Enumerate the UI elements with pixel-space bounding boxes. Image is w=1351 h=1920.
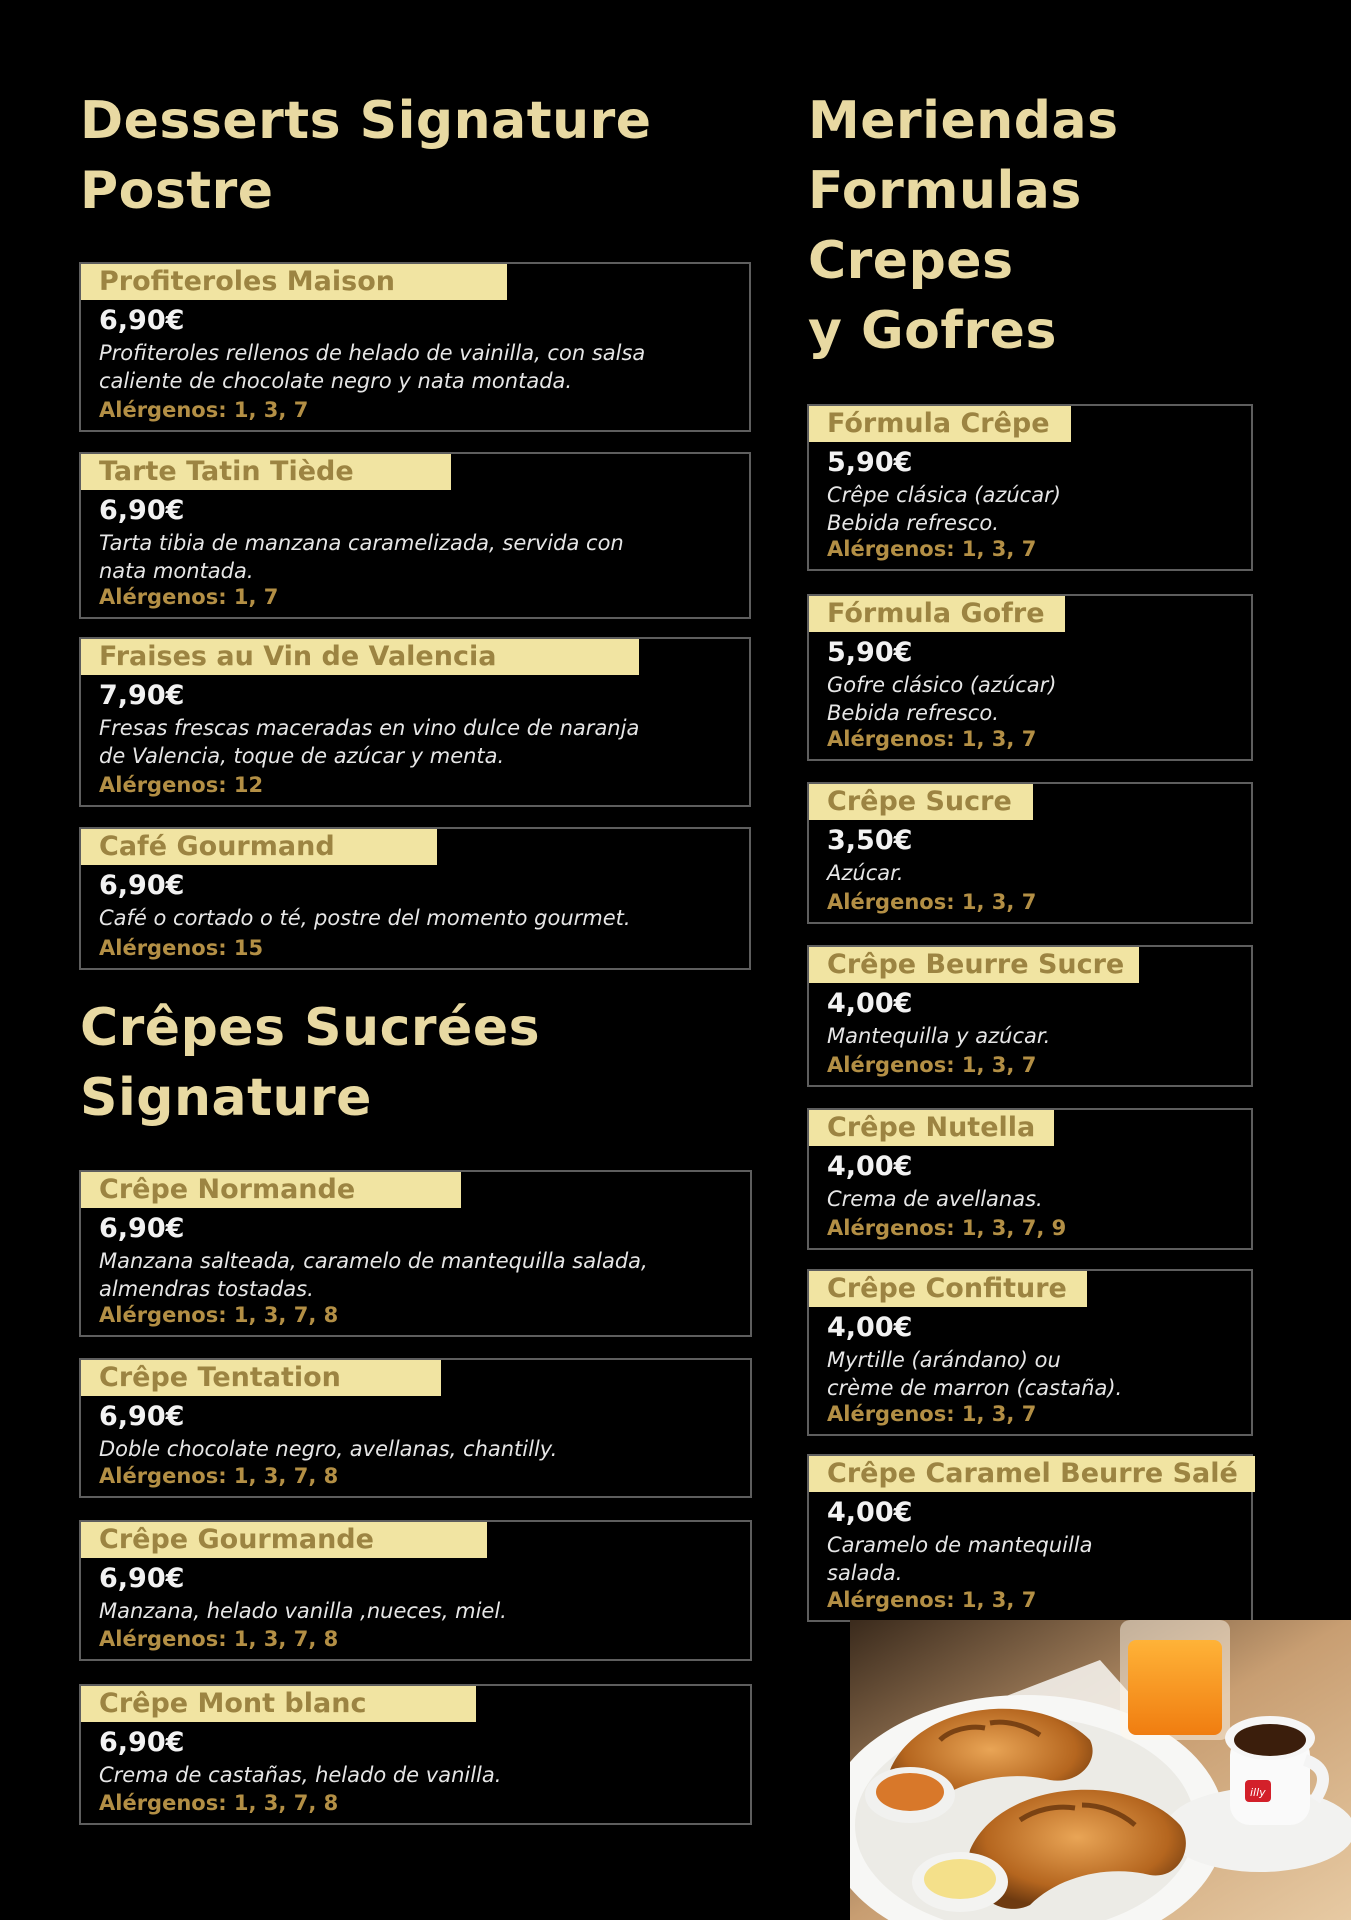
breakfast-photo [850, 1620, 1351, 1920]
item-description: Crema de castañas, helado de vanilla. [99, 1763, 502, 1787]
item-allergens: Alérgenos: 1, 3, 7, 9 [827, 1216, 1067, 1240]
item-name: Crêpe Tentation [81, 1360, 441, 1396]
menu-item-card [79, 1358, 752, 1498]
item-price: 4,00€ [827, 1497, 913, 1528]
menu-item-card [79, 1520, 752, 1661]
meriendas-title: Meriendas Formulas Crepes y Gofres [808, 91, 1119, 361]
item-name: Fórmula Crêpe [809, 406, 1071, 442]
item-allergens: Alérgenos: 1, 3, 7, 8 [99, 1791, 339, 1815]
item-name: Tarte Tatin Tiède [81, 454, 451, 490]
menu-item-card [807, 404, 1253, 571]
crepes-sucrees-title: Crêpes Sucrées Signature [80, 998, 541, 1128]
item-price: 4,00€ [827, 988, 913, 1019]
item-price: 4,00€ [827, 1151, 913, 1182]
item-price: 4,00€ [827, 1312, 913, 1343]
item-allergens: Alérgenos: 1, 3, 7, 8 [99, 1464, 339, 1488]
item-name: Crêpe Caramel Beurre Salé [809, 1456, 1255, 1492]
item-price: 5,90€ [827, 447, 913, 478]
menu-item-card [807, 1108, 1253, 1250]
item-description: Myrtille (arándano) ou crème de marron (castaña). [827, 1348, 1123, 1400]
menu-item-card [807, 945, 1253, 1087]
menu-item-card [807, 782, 1253, 924]
cup-logo: illy [1250, 1786, 1266, 1799]
item-name: Crêpe Beurre Sucre [809, 947, 1139, 983]
item-allergens: Alérgenos: 12 [99, 773, 264, 797]
item-allergens: Alérgenos: 1, 3, 7 [99, 398, 309, 422]
item-price: 6,90€ [99, 1213, 185, 1244]
item-allergens: Alérgenos: 1, 3, 7 [827, 727, 1037, 751]
item-name: Fórmula Gofre [809, 596, 1065, 632]
item-price: 5,90€ [827, 637, 913, 668]
menu-item-card [79, 1684, 752, 1825]
item-description: Fresas frescas maceradas en vino dulce de naranja de Valencia, toque de azúcar y menta. [99, 716, 640, 768]
menu-item-card [79, 452, 751, 619]
item-price: 6,90€ [99, 870, 185, 901]
item-description: Tarta tibia de manzana caramelizada, servida con nata montada. [99, 531, 624, 583]
item-allergens: Alérgenos: 1, 3, 7 [827, 1588, 1037, 1612]
item-description: Crêpe clásica (azúcar) Bebida refresco. [827, 483, 1061, 535]
item-allergens: Alérgenos: 15 [99, 936, 264, 960]
item-allergens: Alérgenos: 1, 3, 7, 8 [99, 1627, 339, 1651]
item-description: Café o cortado o té, postre del momento gourmet. [99, 906, 631, 930]
desserts-title: Desserts Signature Postre [80, 91, 652, 221]
item-allergens: Alérgenos: 1, 3, 7 [827, 890, 1037, 914]
item-name: Crêpe Confiture [809, 1271, 1087, 1307]
item-price: 6,90€ [99, 305, 185, 336]
item-description: Caramelo de mantequilla salada. [827, 1533, 1093, 1585]
item-name: Fraises au Vin de Valencia [81, 639, 639, 675]
item-description: Crema de avellanas. [827, 1187, 1043, 1211]
item-name: Crêpe Sucre [809, 784, 1033, 820]
menu-item-card [79, 637, 751, 807]
item-name: Crêpe Mont blanc [81, 1686, 476, 1722]
item-description: Manzana, helado vanilla ,nueces, miel. [99, 1599, 507, 1623]
item-price: 3,50€ [827, 825, 913, 856]
item-description: Profiteroles rellenos de helado de vainilla, con salsa caliente de chocolate negro y nata montada. [99, 341, 646, 393]
item-price: 6,90€ [99, 1727, 185, 1758]
item-description: Gofre clásico (azúcar) Bebida refresco. [827, 673, 1057, 725]
item-allergens: Alérgenos: 1, 3, 7 [827, 537, 1037, 561]
item-allergens: Alérgenos: 1, 7 [99, 585, 279, 609]
item-name: Crêpe Nutella [809, 1110, 1054, 1146]
item-price: 6,90€ [99, 1563, 185, 1594]
item-allergens: Alérgenos: 1, 3, 7, 8 [99, 1303, 339, 1327]
menu-item-card [79, 262, 751, 432]
item-name: Café Gourmand [81, 829, 437, 865]
item-description: Doble chocolate negro, avellanas, chantilly. [99, 1437, 558, 1461]
menu-item-card [79, 1170, 752, 1337]
item-description: Azúcar. [827, 861, 904, 885]
menu-item-card [807, 1269, 1253, 1436]
item-description: Mantequilla y azúcar. [827, 1024, 1051, 1048]
menu-item-card [807, 594, 1253, 761]
item-price: 6,90€ [99, 1401, 185, 1432]
menu-item-card [807, 1454, 1253, 1622]
item-name: Profiteroles Maison [81, 264, 507, 300]
item-description: Manzana salteada, caramelo de mantequilla salada, almendras tostadas. [99, 1249, 648, 1301]
breakfast-illustration [850, 1620, 1351, 1920]
menu-item-card [79, 827, 751, 970]
item-name: Crêpe Gourmande [81, 1522, 487, 1558]
item-price: 7,90€ [99, 680, 185, 711]
item-allergens: Alérgenos: 1, 3, 7 [827, 1053, 1037, 1077]
item-price: 6,90€ [99, 495, 185, 526]
item-allergens: Alérgenos: 1, 3, 7 [827, 1402, 1037, 1426]
item-name: Crêpe Normande [81, 1172, 461, 1208]
